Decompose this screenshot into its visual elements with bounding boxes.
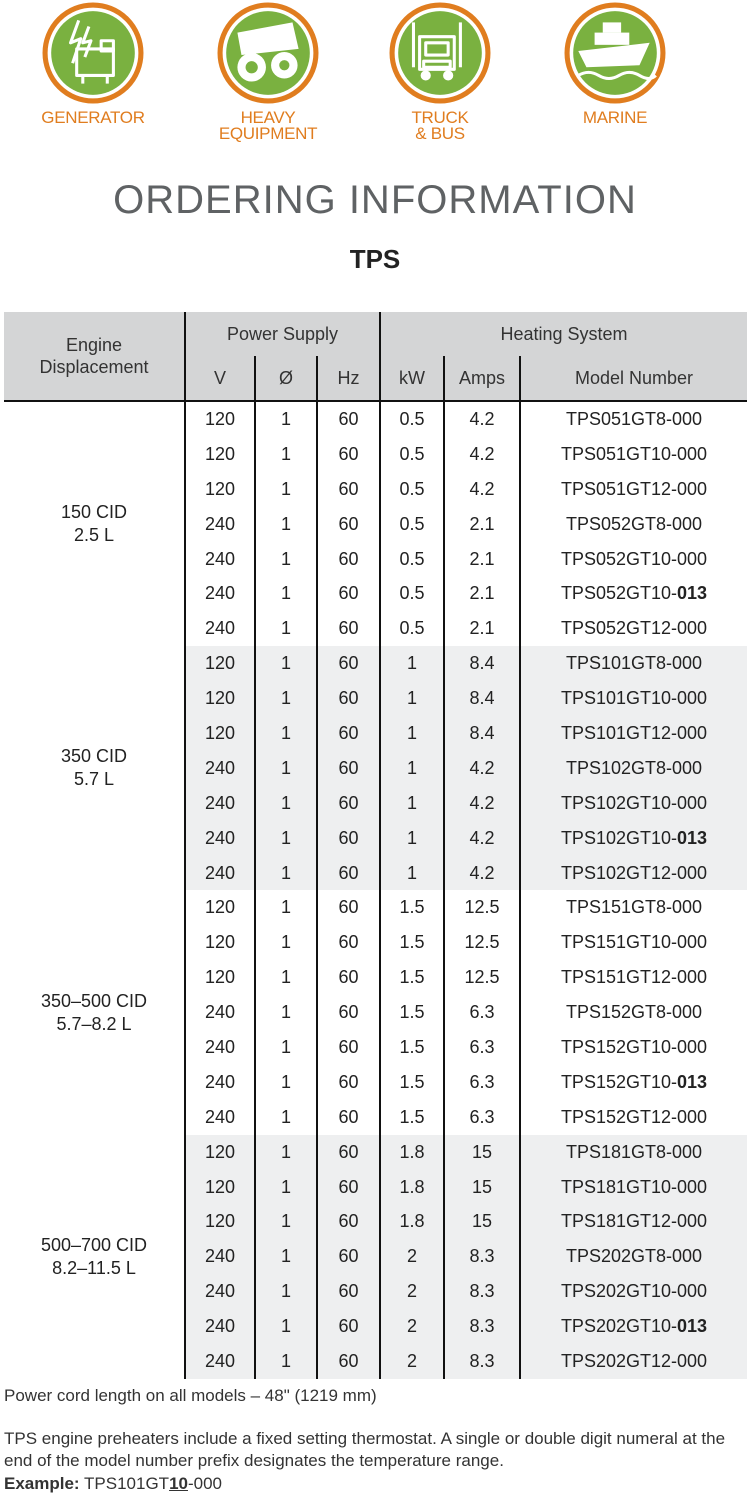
frequency-cell: 60	[317, 611, 380, 646]
header-model-number: Model Number	[520, 356, 747, 401]
model-number-text: TPS181GT10-000	[560, 1176, 708, 1197]
model-number-text: TPS052GT8-000	[565, 513, 703, 534]
amps-cell: 6.3	[444, 995, 520, 1030]
table-row	[4, 401, 747, 437]
model-number-text: TPS202GT8-000	[565, 1246, 703, 1267]
voltage-cell: 240	[185, 611, 255, 646]
phase-cell: 1	[255, 1239, 317, 1274]
model-number-text: TPS151GT12-000	[560, 967, 708, 988]
truck-bus-label: TRUCK & BUS	[411, 108, 469, 143]
frequency-cell: 60	[317, 472, 380, 507]
model-number-text: TPS102GT10-	[560, 827, 677, 848]
kilowatt-cell: 1	[380, 751, 444, 786]
voltage-cell: 120	[185, 437, 255, 472]
phase-cell: 1	[255, 1100, 317, 1135]
voltage-cell: 240	[185, 856, 255, 891]
frequency-cell: 60	[317, 681, 380, 716]
kilowatt-cell: 1.8	[380, 1204, 444, 1239]
amps-cell: 8.3	[444, 1309, 520, 1344]
model-number-cell	[520, 1170, 747, 1205]
amps-cell: 2.1	[444, 611, 520, 646]
phase-cell: 1	[255, 925, 317, 960]
ordering-table	[4, 312, 747, 1379]
model-number-cell	[520, 890, 747, 925]
phase-cell: 1	[255, 1309, 317, 1344]
phase-cell: 1	[255, 716, 317, 751]
model-number-cell	[520, 960, 747, 995]
kilowatt-cell: 2	[380, 1239, 444, 1274]
kilowatt-cell: 0.5	[380, 576, 444, 611]
voltage-cell: 120	[185, 681, 255, 716]
voltage-cell: 240	[185, 542, 255, 577]
voltage-cell: 240	[185, 786, 255, 821]
kilowatt-cell: 1.8	[380, 1135, 444, 1170]
frequency-cell: 60	[317, 786, 380, 821]
model-number-text: TPS052GT10-000	[560, 548, 708, 569]
model-number-cell	[520, 716, 747, 751]
truck-bus-icon	[389, 2, 491, 104]
amps-cell: 6.3	[444, 1030, 520, 1065]
kilowatt-cell: 1.5	[380, 1065, 444, 1100]
voltage-cell: 240	[185, 1239, 255, 1274]
amps-cell: 8.4	[444, 716, 520, 751]
frequency-cell: 60	[317, 821, 380, 856]
model-number-cell	[520, 751, 747, 786]
phase-cell: 1	[255, 751, 317, 786]
frequency-cell: 60	[317, 716, 380, 751]
kilowatt-cell: 1	[380, 681, 444, 716]
engine-displacement-cell: 150 CID 2.5 L	[4, 401, 185, 646]
header-phase: Ø	[255, 356, 317, 401]
kilowatt-cell: 1.5	[380, 1100, 444, 1135]
kilowatt-cell: 2	[380, 1309, 444, 1344]
phase-cell: 1	[255, 856, 317, 891]
table-row	[4, 1135, 747, 1170]
phase-cell: 1	[255, 1135, 317, 1170]
model-number-text: TPS152GT12-000	[560, 1106, 708, 1127]
header-amps: Amps	[444, 356, 520, 401]
amps-cell: 8.3	[444, 1239, 520, 1274]
model-number-text: TPS202GT10-	[560, 1316, 677, 1337]
kilowatt-cell: 1.5	[380, 890, 444, 925]
model-number-text: TPS152GT10-	[560, 1071, 677, 1092]
model-number-suffix: 013	[677, 583, 708, 604]
phase-cell: 1	[255, 576, 317, 611]
phase-cell: 1	[255, 1274, 317, 1309]
generator-label: GENERATOR	[41, 108, 145, 127]
voltage-cell: 240	[185, 507, 255, 542]
voltage-cell: 240	[185, 821, 255, 856]
frequency-cell: 60	[317, 1100, 380, 1135]
model-number-text: TPS181GT8-000	[565, 1141, 703, 1162]
model-number-cell	[520, 1135, 747, 1170]
amps-cell: 12.5	[444, 960, 520, 995]
model-number-cell	[520, 1100, 747, 1135]
kilowatt-cell: 0.5	[380, 437, 444, 472]
model-number-cell	[520, 995, 747, 1030]
phase-cell: 1	[255, 995, 317, 1030]
engine-displacement-cell: 350–500 CID 5.7–8.2 L	[4, 890, 185, 1134]
model-number-cell	[520, 786, 747, 821]
model-number-cell	[520, 401, 747, 437]
heavy-equipment-label: HEAVY EQUIPMENT	[218, 108, 318, 143]
voltage-cell: 120	[185, 890, 255, 925]
kilowatt-cell: 1.5	[380, 925, 444, 960]
frequency-cell: 60	[317, 1274, 380, 1309]
model-number-text: TPS101GT12-000	[560, 722, 708, 743]
model-number-cell	[520, 576, 747, 611]
amps-cell: 2.1	[444, 576, 520, 611]
truck-bus-tile	[385, 2, 495, 142]
application-icon-row	[0, 0, 750, 160]
example-note	[4, 1474, 222, 1494]
phase-cell: 1	[255, 1204, 317, 1239]
model-number-text: TPS151GT8-000	[565, 897, 703, 918]
voltage-cell: 240	[185, 1344, 255, 1379]
voltage-cell: 120	[185, 1135, 255, 1170]
amps-cell: 6.3	[444, 1065, 520, 1100]
amps-cell: 4.2	[444, 472, 520, 507]
model-number-cell	[520, 1344, 747, 1379]
phase-cell: 1	[255, 890, 317, 925]
voltage-cell: 120	[185, 1170, 255, 1205]
amps-cell: 4.2	[444, 751, 520, 786]
thermostat-note: TPS engine preheaters include a fixed setting thermostat. A single or double digit numeral at the end of the model number prefix designates the temperature range.	[4, 1429, 726, 1470]
kilowatt-cell: 2	[380, 1274, 444, 1309]
page-title: ORDERING INFORMATION	[113, 178, 637, 222]
frequency-cell: 60	[317, 576, 380, 611]
model-number-text: TPS181GT12-000	[560, 1211, 708, 1232]
phase-cell: 1	[255, 681, 317, 716]
amps-cell: 4.2	[444, 856, 520, 891]
phase-cell: 1	[255, 611, 317, 646]
amps-cell: 8.4	[444, 681, 520, 716]
voltage-cell: 120	[185, 401, 255, 437]
frequency-cell: 60	[317, 542, 380, 577]
amps-cell: 15	[444, 1204, 520, 1239]
model-number-cell	[520, 542, 747, 577]
voltage-cell: 240	[185, 751, 255, 786]
model-number-text: TPS202GT12-000	[560, 1350, 708, 1371]
phase-cell: 1	[255, 960, 317, 995]
kilowatt-cell: 0.5	[380, 401, 444, 437]
frequency-cell: 60	[317, 1065, 380, 1100]
model-number-text: TPS151GT10-000	[560, 932, 708, 953]
kilowatt-cell: 1	[380, 786, 444, 821]
model-number-text: TPS052GT12-000	[560, 618, 708, 639]
kilowatt-cell: 1	[380, 856, 444, 891]
frequency-cell: 60	[317, 1239, 380, 1274]
model-number-text: TPS102GT10-000	[560, 792, 708, 813]
amps-cell: 4.2	[444, 786, 520, 821]
model-number-suffix: 013	[677, 1316, 708, 1337]
frequency-cell: 60	[317, 751, 380, 786]
kilowatt-cell: 1.5	[380, 995, 444, 1030]
header-heating-system: Heating System	[380, 312, 747, 356]
voltage-cell: 240	[185, 1065, 255, 1100]
kilowatt-cell: 1.5	[380, 1030, 444, 1065]
example-suffix: -000	[187, 1474, 223, 1493]
frequency-cell: 60	[317, 890, 380, 925]
phase-cell: 1	[255, 1170, 317, 1205]
model-number-cell	[520, 1030, 747, 1065]
example-digits: 10	[169, 1474, 188, 1493]
amps-cell: 6.3	[444, 1100, 520, 1135]
frequency-cell: 60	[317, 401, 380, 437]
phase-cell: 1	[255, 542, 317, 577]
model-number-text: TPS052GT10-	[560, 583, 677, 604]
amps-cell: 12.5	[444, 925, 520, 960]
amps-cell: 12.5	[444, 890, 520, 925]
marine-tile	[560, 2, 670, 126]
header-hz: Hz	[317, 356, 380, 401]
frequency-cell: 60	[317, 1030, 380, 1065]
amps-cell: 15	[444, 1170, 520, 1205]
voltage-cell: 240	[185, 1274, 255, 1309]
model-number-text: TPS152GT8-000	[565, 1002, 703, 1023]
voltage-cell: 120	[185, 1204, 255, 1239]
model-number-text: TPS202GT10-000	[560, 1281, 708, 1302]
model-number-cell	[520, 437, 747, 472]
voltage-cell: 240	[185, 995, 255, 1030]
kilowatt-cell: 0.5	[380, 472, 444, 507]
marine-icon	[564, 2, 666, 104]
frequency-cell: 60	[317, 1344, 380, 1379]
model-number-cell	[520, 1309, 747, 1344]
heavy-equipment-tile	[213, 2, 323, 142]
kilowatt-cell: 1	[380, 716, 444, 751]
model-number-cell	[520, 472, 747, 507]
model-number-text: TPS102GT12-000	[560, 862, 708, 883]
model-number-cell	[520, 856, 747, 891]
amps-cell: 4.2	[444, 821, 520, 856]
kilowatt-cell: 0.5	[380, 542, 444, 577]
kilowatt-cell: 1	[380, 646, 444, 681]
phase-cell: 1	[255, 437, 317, 472]
frequency-cell: 60	[317, 995, 380, 1030]
table-row	[4, 646, 747, 681]
cord-length-note: Power cord length on all models – 48" (1219 mm)	[4, 1386, 377, 1405]
example-prefix: TPS101GT	[84, 1474, 170, 1493]
generator-tile	[38, 2, 148, 126]
amps-cell: 4.2	[444, 437, 520, 472]
model-number-text: TPS051GT12-000	[560, 478, 708, 499]
kilowatt-cell: 0.5	[380, 507, 444, 542]
phase-cell: 1	[255, 507, 317, 542]
model-number-text: TPS101GT8-000	[565, 653, 703, 674]
heavy-equipment-icon	[217, 2, 319, 104]
phase-cell: 1	[255, 1344, 317, 1379]
frequency-cell: 60	[317, 960, 380, 995]
model-number-cell	[520, 611, 747, 646]
model-number-text: TPS102GT8-000	[565, 757, 703, 778]
header-kw: kW	[380, 356, 444, 401]
phase-cell: 1	[255, 472, 317, 507]
kilowatt-cell: 1.5	[380, 960, 444, 995]
model-number-text: TPS101GT10-000	[560, 688, 708, 709]
amps-cell: 8.4	[444, 646, 520, 681]
kilowatt-cell: 2	[380, 1344, 444, 1379]
model-number-cell	[520, 1204, 747, 1239]
voltage-cell: 120	[185, 472, 255, 507]
frequency-cell: 60	[317, 507, 380, 542]
header-engine-displacement: Engine Displacement	[4, 312, 185, 401]
model-number-cell	[520, 1239, 747, 1274]
header-v: V	[185, 356, 255, 401]
table-row	[4, 890, 747, 925]
model-number-cell	[520, 925, 747, 960]
header-power-supply: Power Supply	[185, 312, 380, 356]
model-number-suffix: 013	[677, 827, 708, 848]
model-number-cell	[520, 1274, 747, 1309]
amps-cell: 2.1	[444, 507, 520, 542]
model-number-cell	[520, 507, 747, 542]
product-subtitle: TPS	[349, 244, 401, 274]
frequency-cell: 60	[317, 1309, 380, 1344]
model-number-text: TPS051GT10-000	[560, 443, 708, 464]
amps-cell: 15	[444, 1135, 520, 1170]
voltage-cell: 240	[185, 1309, 255, 1344]
frequency-cell: 60	[317, 1135, 380, 1170]
phase-cell: 1	[255, 1030, 317, 1065]
voltage-cell: 240	[185, 1100, 255, 1135]
phase-cell: 1	[255, 1065, 317, 1100]
model-number-text: TPS152GT10-000	[560, 1036, 708, 1057]
amps-cell: 8.3	[444, 1274, 520, 1309]
voltage-cell: 120	[185, 925, 255, 960]
phase-cell: 1	[255, 786, 317, 821]
kilowatt-cell: 1	[380, 821, 444, 856]
frequency-cell: 60	[317, 646, 380, 681]
model-number-suffix: 013	[677, 1071, 708, 1092]
generator-icon	[42, 2, 144, 104]
model-number-cell	[520, 821, 747, 856]
marine-label: MARINE	[582, 108, 648, 127]
engine-displacement-cell: 350 CID 5.7 L	[4, 646, 185, 890]
voltage-cell: 120	[185, 646, 255, 681]
frequency-cell: 60	[317, 856, 380, 891]
model-number-cell	[520, 646, 747, 681]
voltage-cell: 240	[185, 1030, 255, 1065]
phase-cell: 1	[255, 646, 317, 681]
model-number-cell	[520, 1065, 747, 1100]
frequency-cell: 60	[317, 1170, 380, 1205]
phase-cell: 1	[255, 401, 317, 437]
amps-cell: 2.1	[444, 542, 520, 577]
model-number-text: TPS051GT8-000	[565, 408, 703, 429]
voltage-cell: 120	[185, 716, 255, 751]
frequency-cell: 60	[317, 437, 380, 472]
voltage-cell: 120	[185, 960, 255, 995]
frequency-cell: 60	[317, 1204, 380, 1239]
kilowatt-cell: 0.5	[380, 611, 444, 646]
example-label: Example:	[4, 1474, 80, 1493]
voltage-cell: 240	[185, 576, 255, 611]
engine-displacement-cell: 500–700 CID 8.2–11.5 L	[4, 1135, 185, 1379]
amps-cell: 8.3	[444, 1344, 520, 1379]
model-number-cell	[520, 681, 747, 716]
amps-cell: 4.2	[444, 401, 520, 437]
frequency-cell: 60	[317, 925, 380, 960]
phase-cell: 1	[255, 821, 317, 856]
kilowatt-cell: 1.8	[380, 1170, 444, 1205]
